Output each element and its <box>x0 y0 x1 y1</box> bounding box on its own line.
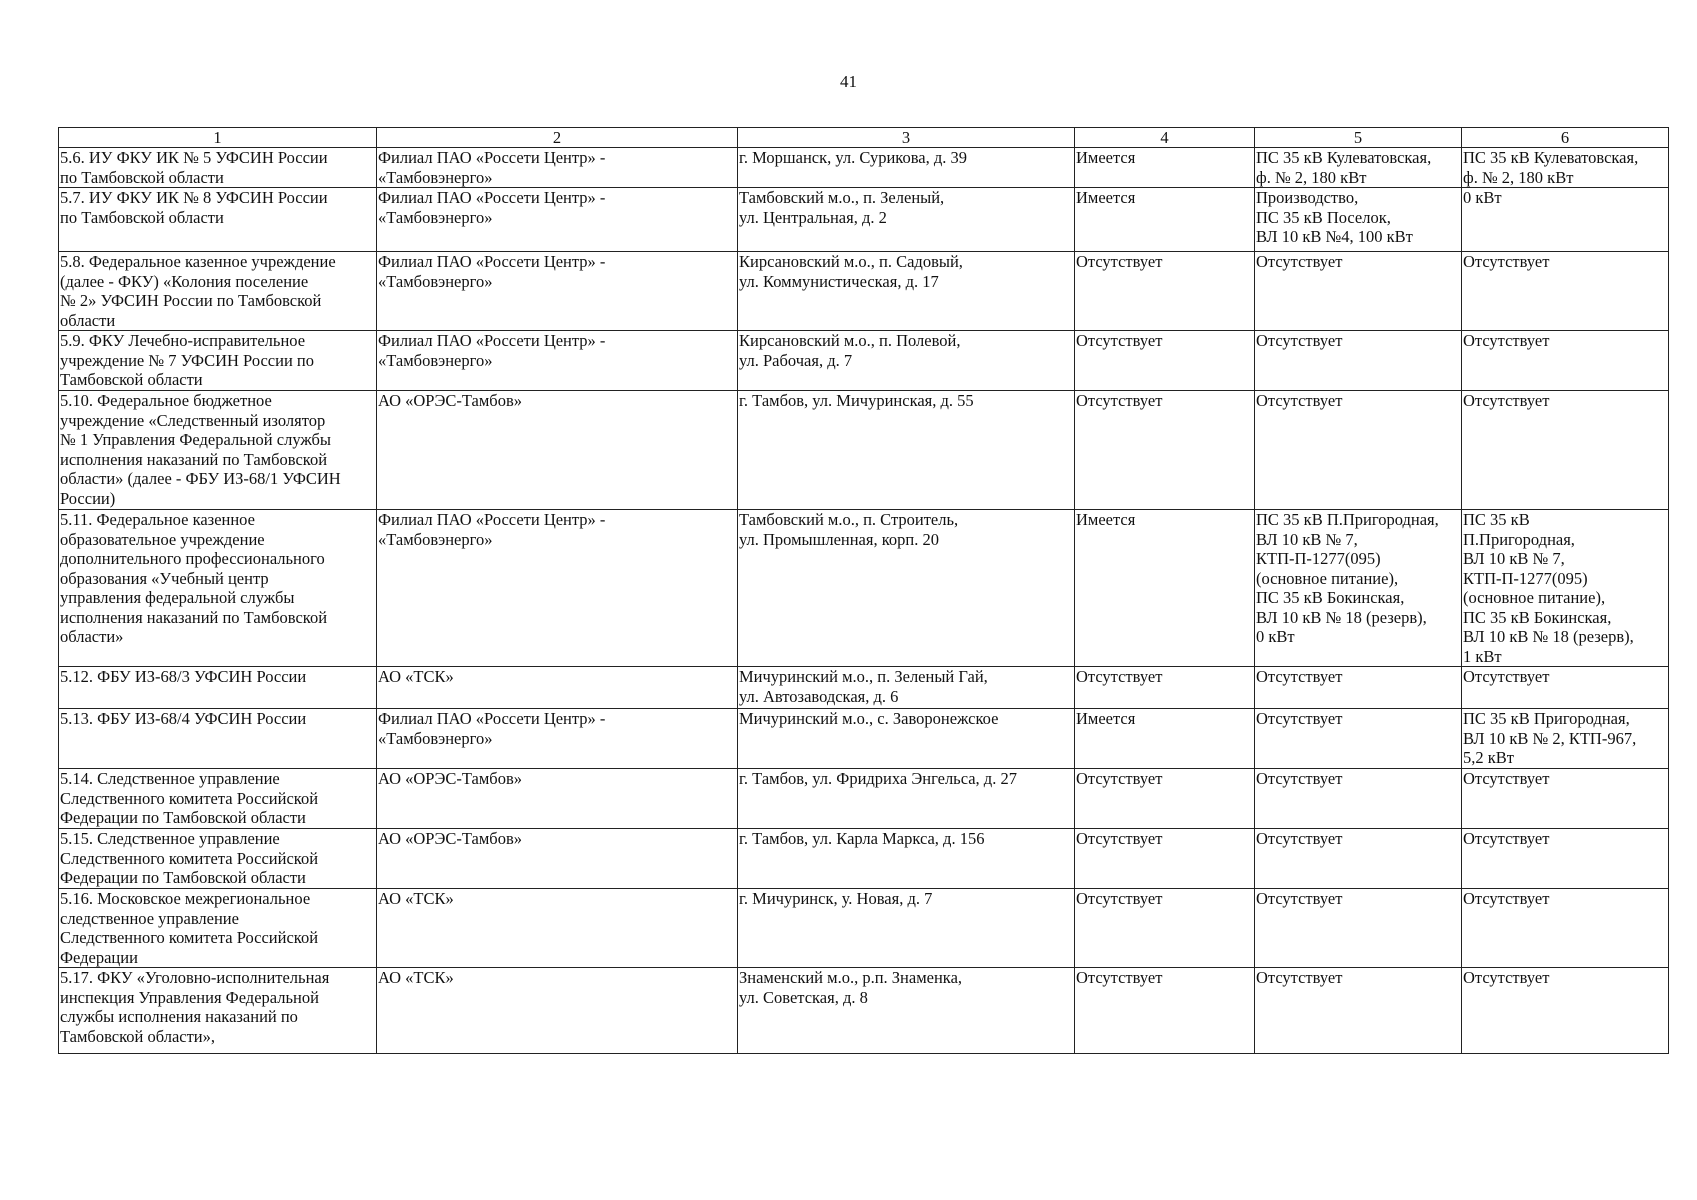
grid-company-cell: АО «ТСК» <box>377 889 738 968</box>
column-header-5: 5 <box>1255 128 1462 148</box>
grid-company-cell: Филиал ПАО «Россети Центр» - «Тамбовэнерго» <box>377 148 738 188</box>
address-cell: Кирсановский м.о., п. Полевой, ул. Рабочая, д. 7 <box>738 331 1075 391</box>
table-row <box>59 510 1669 667</box>
capacity-cell: Отсутствует <box>1462 331 1669 391</box>
facilities-table <box>58 127 1669 1054</box>
column-header-4: 4 <box>1075 128 1255 148</box>
organization-cell: 5.7. ИУ ФКУ ИК № 8 УФСИН России по Тамбовской области <box>59 188 377 252</box>
table-row <box>59 252 1669 331</box>
address-cell: Тамбовский м.о., п. Зеленый, ул. Центральная, д. 2 <box>738 188 1075 252</box>
capacity-cell: Отсутствует <box>1462 769 1669 829</box>
table-row <box>59 667 1669 709</box>
capacity-cell: Отсутствует <box>1462 667 1669 709</box>
availability-cell: Отсутствует <box>1075 769 1255 829</box>
availability-cell: Имеется <box>1075 709 1255 769</box>
substation-cell: Производство, ПС 35 кВ Поселок, ВЛ 10 кВ №4, 100 кВт <box>1255 188 1462 252</box>
substation-cell: ПС 35 кВ П.Пригородная, ВЛ 10 кВ № 7, КТП-П-1277(095) (основное питание), ПС 35 кВ Бокинская, ВЛ 10 кВ № 18 (резерв), 0 кВт <box>1255 510 1462 667</box>
availability-cell: Имеется <box>1075 148 1255 188</box>
grid-company-cell: Филиал ПАО «Россети Центр» - «Тамбовэнерго» <box>377 331 738 391</box>
address-cell: Мичуринский м.о., с. Заворонежское <box>738 709 1075 769</box>
table-row <box>59 391 1669 510</box>
organization-cell: 5.9. ФКУ Лечебно-исправительное учреждение № 7 УФСИН России по Тамбовской области <box>59 331 377 391</box>
table-row <box>59 331 1669 391</box>
grid-company-cell: Филиал ПАО «Россети Центр» - «Тамбовэнерго» <box>377 510 738 667</box>
availability-cell: Отсутствует <box>1075 331 1255 391</box>
substation-cell: Отсутствует <box>1255 709 1462 769</box>
column-header-2: 2 <box>377 128 738 148</box>
table-row <box>59 889 1669 968</box>
table-row <box>59 968 1669 1054</box>
availability-cell: Отсутствует <box>1075 968 1255 1054</box>
organization-cell: 5.8. Федеральное казенное учреждение (далее - ФКУ) «Колония поселение № 2» УФСИН России по Тамбовской области <box>59 252 377 331</box>
grid-company-cell: Филиал ПАО «Россети Центр» - «Тамбовэнерго» <box>377 188 738 252</box>
address-cell: г. Тамбов, ул. Карла Маркса, д. 156 <box>738 829 1075 889</box>
address-cell: Кирсановский м.о., п. Садовый, ул. Коммунистическая, д. 17 <box>738 252 1075 331</box>
grid-company-cell: Филиал ПАО «Россети Центр» - «Тамбовэнерго» <box>377 252 738 331</box>
capacity-cell: ПС 35 кВ Пригородная, ВЛ 10 кВ № 2, КТП-967, 5,2 кВт <box>1462 709 1669 769</box>
capacity-cell: Отсутствует <box>1462 391 1669 510</box>
header-row <box>59 128 1669 148</box>
organization-cell: 5.15. Следственное управление Следственного комитета Российской Федерации по Тамбовской области <box>59 829 377 889</box>
availability-cell: Отсутствует <box>1075 667 1255 709</box>
substation-cell: Отсутствует <box>1255 252 1462 331</box>
organization-cell: 5.17. ФКУ «Уголовно-исполнительная инспекция Управления Федеральной службы исполнения наказаний по Тамбовской области», <box>59 968 377 1054</box>
capacity-cell: 0 кВт <box>1462 188 1669 252</box>
address-cell: г. Моршанск, ул. Сурикова, д. 39 <box>738 148 1075 188</box>
grid-company-cell: АО «ТСК» <box>377 968 738 1054</box>
column-header-1: 1 <box>59 128 377 148</box>
address-cell: г. Мичуринск, у. Новая, д. 7 <box>738 889 1075 968</box>
availability-cell: Имеется <box>1075 188 1255 252</box>
grid-company-cell: АО «ТСК» <box>377 667 738 709</box>
organization-cell: 5.12. ФБУ ИЗ-68/3 УФСИН России <box>59 667 377 709</box>
substation-cell: Отсутствует <box>1255 889 1462 968</box>
organization-cell: 5.6. ИУ ФКУ ИК № 5 УФСИН России по Тамбовской области <box>59 148 377 188</box>
capacity-cell: ПС 35 кВ Кулеватовская, ф. № 2, 180 кВт <box>1462 148 1669 188</box>
column-header-6: 6 <box>1462 128 1669 148</box>
table-row <box>59 709 1669 769</box>
address-cell: г. Тамбов, ул. Фридриха Энгельса, д. 27 <box>738 769 1075 829</box>
availability-cell: Отсутствует <box>1075 889 1255 968</box>
capacity-cell: Отсутствует <box>1462 829 1669 889</box>
table-row <box>59 148 1669 188</box>
capacity-cell: Отсутствует <box>1462 889 1669 968</box>
substation-cell: Отсутствует <box>1255 667 1462 709</box>
organization-cell: 5.16. Московское межрегиональное следственное управление Следственного комитета Российской Федерации <box>59 889 377 968</box>
availability-cell: Отсутствует <box>1075 252 1255 331</box>
substation-cell: Отсутствует <box>1255 391 1462 510</box>
column-header-3: 3 <box>738 128 1075 148</box>
table-row <box>59 829 1669 889</box>
address-cell: Знаменский м.о., р.п. Знаменка, ул. Советская, д. 8 <box>738 968 1075 1054</box>
grid-company-cell: Филиал ПАО «Россети Центр» - «Тамбовэнерго» <box>377 709 738 769</box>
capacity-cell: ПС 35 кВ П.Пригородная, ВЛ 10 кВ № 7, КТП-П-1277(095) (основное питание), ПС 35 кВ Бокинская, ВЛ 10 кВ № 18 (резерв), 1 кВт <box>1462 510 1669 667</box>
availability-cell: Имеется <box>1075 510 1255 667</box>
substation-cell: Отсутствует <box>1255 331 1462 391</box>
grid-company-cell: АО «ОРЭС-Тамбов» <box>377 769 738 829</box>
table-row <box>59 188 1669 252</box>
organization-cell: 5.14. Следственное управление Следственного комитета Российской Федерации по Тамбовской области <box>59 769 377 829</box>
table-body <box>59 148 1669 1054</box>
availability-cell: Отсутствует <box>1075 391 1255 510</box>
address-cell: Тамбовский м.о., п. Строитель, ул. Промышленная, корп. 20 <box>738 510 1075 667</box>
grid-company-cell: АО «ОРЭС-Тамбов» <box>377 829 738 889</box>
page-number: 41 <box>840 72 857 91</box>
availability-cell: Отсутствует <box>1075 829 1255 889</box>
capacity-cell: Отсутствует <box>1462 252 1669 331</box>
organization-cell: 5.10. Федеральное бюджетное учреждение «Следственный изолятор № 1 Управления Федеральной службы исполнения наказаний по Тамбовской области» (далее - ФБУ ИЗ-68/1 УФСИН России) <box>59 391 377 510</box>
substation-cell: Отсутствует <box>1255 769 1462 829</box>
grid-company-cell: АО «ОРЭС-Тамбов» <box>377 391 738 510</box>
table-row <box>59 769 1669 829</box>
organization-cell: 5.11. Федеральное казенное образовательное учреждение дополнительного профессионального образования «Учебный центр управления федеральной службы исполнения наказаний по Тамбовской области» <box>59 510 377 667</box>
address-cell: г. Тамбов, ул. Мичуринская, д. 55 <box>738 391 1075 510</box>
organization-cell: 5.13. ФБУ ИЗ-68/4 УФСИН России <box>59 709 377 769</box>
substation-cell: Отсутствует <box>1255 968 1462 1054</box>
substation-cell: ПС 35 кВ Кулеватовская, ф. № 2, 180 кВт <box>1255 148 1462 188</box>
substation-cell: Отсутствует <box>1255 829 1462 889</box>
capacity-cell: Отсутствует <box>1462 968 1669 1054</box>
address-cell: Мичуринский м.о., п. Зеленый Гай, ул. Автозаводская, д. 6 <box>738 667 1075 709</box>
